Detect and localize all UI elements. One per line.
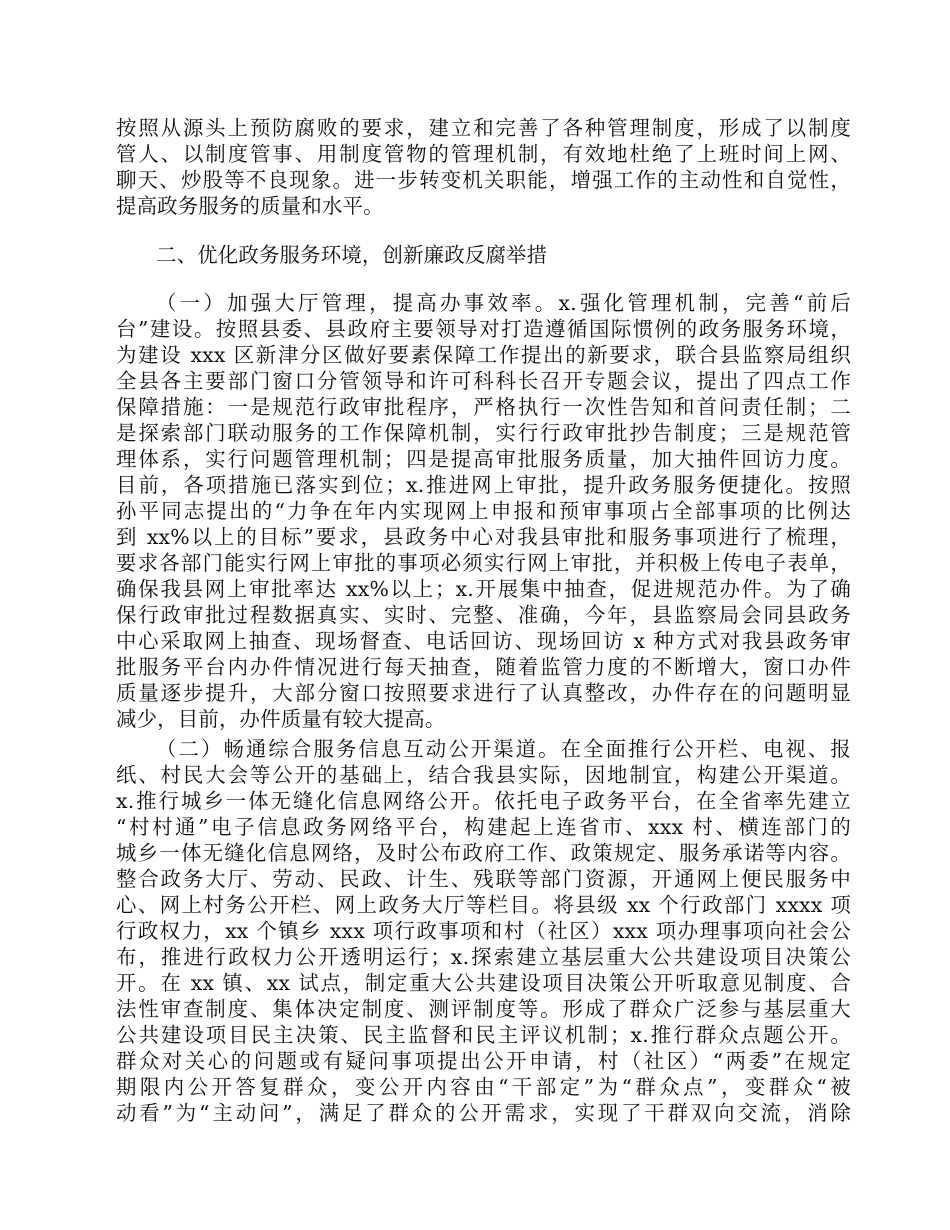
text-line: x.推行城乡一体无缝化信息网络公开。依托电子政务平台，在全省率先建立 (116, 789, 851, 813)
text-line: 公共建设项目民主决策、民主监督和民主评议机制；x.推行群众点题公开。 (116, 1023, 851, 1047)
text-line: 中心采取网上抽查、现场督查、电话回访、现场回访 x 种方式对我县政务审 (116, 629, 851, 653)
text-line: 为建设 xxx 区新津分区做好要素保障工作提出的新要求，联合县监察局组织 (116, 343, 851, 367)
text-line: 开。在 xx 镇、xx 试点，制定重大公共建设项目决策公开听取意见制度、合 (116, 971, 851, 995)
section-heading-text: 二、优化政务服务环境，创新廉政反腐举措 (156, 243, 548, 267)
text-line: 聊天、炒股等不良现象。进一步转变机关职能，增强工作的主动性和自觉性， (116, 168, 851, 192)
text-line: 动看”为“主动问”，满足了群众的公开需求，实现了干群双向交流，消除 (116, 1101, 851, 1125)
text-line: 是探索部门联动服务的工作保障机制，实行行政审批抄告制度；三是规范管 (116, 421, 851, 445)
text-line: 期限内公开答复群众，变公开内容由“干部定”为“群众点”，变群众“被 (116, 1075, 851, 1099)
text-line: 台”建设。按照县委、县政府主要领导对打造遵循国际惯例的政务服务环境， (116, 317, 851, 341)
text-line: 到 xx%以上的目标”要求，县政务中心对我县审批和服务事项进行了梳理， (116, 525, 851, 549)
text-line: 目前，各项措施已落实到位；x.推进网上审批，提升政务服务便捷化。按照 (116, 473, 851, 497)
text-line: 整合政务大厅、劳动、民政、计生、残联等部门资源，开通网上便民服务中 (116, 867, 851, 891)
paragraph-hall-management (116, 290, 851, 732)
text-line: 按照从源头上预防腐败的要求，建立和完善了各种管理制度，形成了以制度 (116, 116, 851, 140)
text-line: 布，推进行政权力公开透明运行；x.探索建立基层重大公共建设项目决策公 (116, 945, 851, 969)
text-line: 心、网上村务公开栏、网上政务大厅等栏目。将县级 xx 个行政部门 xxxx 项 (116, 893, 851, 917)
text-line: 孙平同志提出的“力争在年内实现网上申报和预审事项占全部事项的比例达 (116, 499, 851, 523)
text-line: 批服务平台内办件情况进行每天抽查，随着监管力度的不断增大，窗口办件 (116, 655, 851, 679)
text-line: （二）畅通综合服务信息互动公开渠道。在全面推行公开栏、电视、报 (156, 737, 851, 761)
section-heading (116, 242, 851, 268)
text-line: 全县各主要部门窗口分管领导和许可科科长召开专题会议，提出了四点工作 (116, 369, 851, 393)
text-line: 提高政务服务的质量和水平。 (116, 194, 384, 218)
text-line: 保障措施：一是规范行政审批程序，严格执行一次性告知和首问责任制；二 (116, 395, 851, 419)
text-line: 管人、以制度管事、用制度管物的管理机制，有效地杜绝了上班时间上网、 (116, 142, 851, 166)
paragraph-information-disclosure (116, 736, 851, 1126)
text-line: “村村通”电子信息政务网络平台，构建起上连省市、xxx 村、横连部门的 (116, 815, 851, 839)
intro-paragraph (116, 115, 851, 219)
text-line: （一）加强大厅管理，提高办事效率。x.强化管理机制，完善“前后 (156, 291, 851, 315)
text-line: 行政权力，xx 个镇乡 xxx 项行政事项和村（社区）xxx 项办理事项向社会公 (116, 919, 851, 943)
text-line: 纸、村民大会等公开的基础上，结合我县实际，因地制宜，构建公开渠道。 (116, 763, 851, 787)
text-line: 质量逐步提升，大部分窗口按照要求进行了认真整改，办件存在的问题明显 (116, 681, 851, 705)
text-line: 确保我县网上审批率达 xx%以上；x.开展集中抽查，促进规范办件。为了确 (116, 577, 851, 601)
text-line: 理体系，实行问题管理机制；四是提高审批服务质量，加大抽件回访力度。 (116, 447, 851, 471)
text-line: 群众对关心的问题或有疑问事项提出公开申请，村（社区）“两委”在规定 (116, 1049, 851, 1073)
text-line: 法性审查制度、集体决定制度、测评制度等。形成了群众广泛参与基层重大 (116, 997, 851, 1021)
text-line: 保行政审批过程数据真实、实时、完整、准确，今年，县监察局会同县政务 (116, 603, 851, 627)
text-line: 城乡一体无缝化信息网络，及时公布政府工作、政策规定、服务承诺等内容。 (116, 841, 851, 865)
text-line: 要求各部门能实行网上审批的事项必须实行网上审批，并积极上传电子表单， (116, 551, 851, 575)
text-line: 减少，目前，办件质量有较大提高。 (116, 707, 446, 731)
